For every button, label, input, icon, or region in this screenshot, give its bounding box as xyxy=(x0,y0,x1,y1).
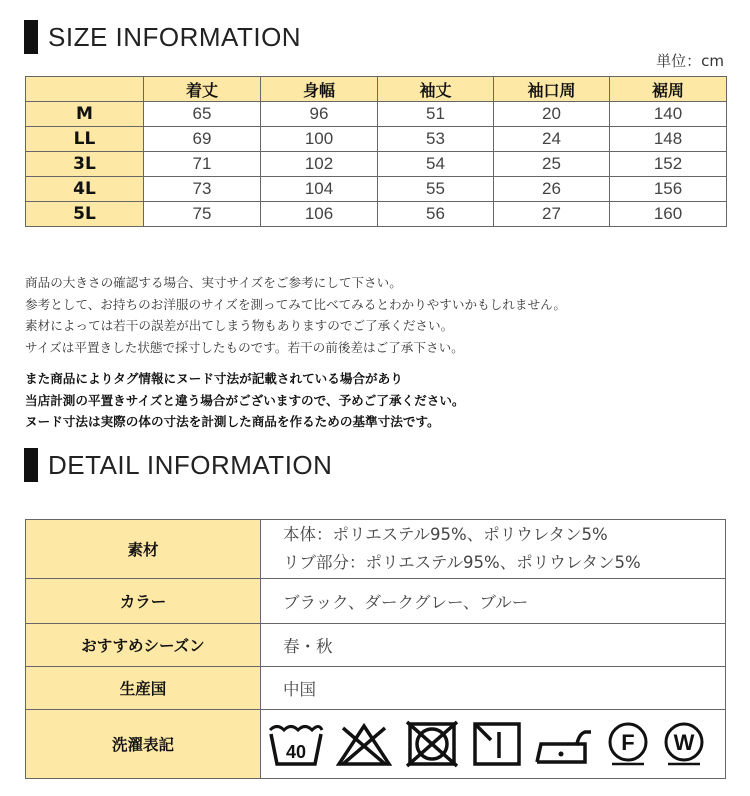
table-cell: 100 xyxy=(261,127,378,152)
table-cell: 96 xyxy=(261,102,378,127)
table-cell: 25 xyxy=(494,152,610,177)
iron-low-icon xyxy=(533,720,595,768)
size-table xyxy=(25,76,727,227)
line-dry-shade-icon xyxy=(471,720,523,768)
detail-row-color xyxy=(26,579,726,624)
size-label: LL xyxy=(26,127,144,152)
section-marker xyxy=(24,20,38,54)
table-cell: 160 xyxy=(610,202,727,227)
no-tumble-dry-icon xyxy=(403,720,461,768)
size-header-length: 着丈 xyxy=(144,77,261,102)
wash-40-icon xyxy=(267,720,325,768)
size-header-width: 身幅 xyxy=(261,77,378,102)
origin-label: 生産国 xyxy=(26,667,261,710)
table-row xyxy=(26,152,727,177)
bold-note-line: ヌード寸法は実際の体の寸法を計測した商品を作るための基準寸法です。 xyxy=(25,414,440,429)
detail-table xyxy=(25,519,726,779)
table-cell: 152 xyxy=(610,152,727,177)
unit-label: 単位：cm xyxy=(656,52,724,70)
table-cell: 56 xyxy=(378,202,494,227)
care-icons xyxy=(261,710,726,779)
material-label: 素材 xyxy=(26,520,261,579)
season-label: おすすめシーズン xyxy=(26,624,261,667)
table-row xyxy=(26,202,727,227)
table-row xyxy=(26,102,727,127)
detail-row-care xyxy=(26,710,726,779)
table-cell: 106 xyxy=(261,202,378,227)
table-cell: 102 xyxy=(261,152,378,177)
note-line: 商品の大きさの確認する場合、実寸サイズをご参考にして下さい。 xyxy=(25,275,402,290)
detail-row-origin xyxy=(26,667,726,710)
care-label: 洗濯表記 xyxy=(26,710,261,779)
wet-clean-letter: W xyxy=(673,730,695,755)
table-cell: 75 xyxy=(144,202,261,227)
table-cell: 73 xyxy=(144,177,261,202)
color-label: カラー xyxy=(26,579,261,624)
bold-note-line: 当店計測の平置きサイズと違う場合がございますので、予めご了承ください。 xyxy=(25,392,465,408)
section-marker xyxy=(24,448,38,482)
size-header-hem: 裾周 xyxy=(610,77,727,102)
size-notes xyxy=(25,272,566,358)
season-value: 春・秋 xyxy=(261,624,726,667)
no-bleach-icon xyxy=(335,720,393,768)
detail-section-header xyxy=(24,448,332,482)
size-table-header-row xyxy=(26,77,727,102)
table-row xyxy=(26,127,727,152)
size-header-cuff: 袖口周 xyxy=(494,77,610,102)
material-line: リブ部分：ポリエステル95%、ポリウレタン5% xyxy=(283,553,641,572)
size-section-header xyxy=(24,20,301,54)
table-cell: 71 xyxy=(144,152,261,177)
note-line: 参考として、お持ちのお洋服のサイズを測ってみて比べてみるとわかりやすいかもしれません。 xyxy=(25,296,567,312)
table-cell: 148 xyxy=(610,127,727,152)
color-value: ブラック、ダークグレー、ブルー xyxy=(261,579,726,624)
table-cell: 54 xyxy=(378,152,494,177)
dry-clean-letter: F xyxy=(621,730,635,755)
detail-row-material xyxy=(26,520,726,579)
material-value xyxy=(261,520,726,579)
size-label: 5L xyxy=(26,202,144,227)
note-line: 素材によっては若干の誤差が出てしまう物もありますのでご了承ください。 xyxy=(25,318,454,333)
size-header-sleeve: 袖丈 xyxy=(378,77,494,102)
table-cell: 104 xyxy=(261,177,378,202)
table-row xyxy=(26,177,727,202)
origin-value: 中国 xyxy=(261,667,726,710)
wet-clean-w-icon xyxy=(661,720,707,768)
size-label: 3L xyxy=(26,152,144,177)
table-cell: 27 xyxy=(494,202,610,227)
table-cell: 140 xyxy=(610,102,727,127)
size-label: 4L xyxy=(26,177,144,202)
table-cell: 55 xyxy=(378,177,494,202)
table-cell: 26 xyxy=(494,177,610,202)
dry-clean-f-icon xyxy=(605,720,651,768)
wash-temp-text: 40 xyxy=(285,742,307,762)
table-cell: 20 xyxy=(494,102,610,127)
table-cell: 65 xyxy=(144,102,261,127)
bold-note-line: また商品によりタグ情報にヌード寸法が記載されている場合があり xyxy=(25,371,403,386)
size-label: M xyxy=(26,102,144,127)
size-header-corner xyxy=(26,77,144,102)
table-cell: 69 xyxy=(144,127,261,152)
table-cell: 53 xyxy=(378,127,494,152)
table-cell: 51 xyxy=(378,102,494,127)
nude-size-notes xyxy=(25,368,465,433)
note-line: サイズは平置きした状態で採寸したものです。若干の前後差はご了承下さい。 xyxy=(25,339,464,355)
table-cell: 24 xyxy=(494,127,610,152)
table-cell: 156 xyxy=(610,177,727,202)
detail-row-season xyxy=(26,624,726,667)
detail-section-title: DETAIL INFORMATION xyxy=(48,449,333,480)
size-section-title: SIZE INFORMATION xyxy=(48,21,302,52)
material-line: 本体：ポリエステル95%、ポリウレタン5% xyxy=(283,525,608,544)
